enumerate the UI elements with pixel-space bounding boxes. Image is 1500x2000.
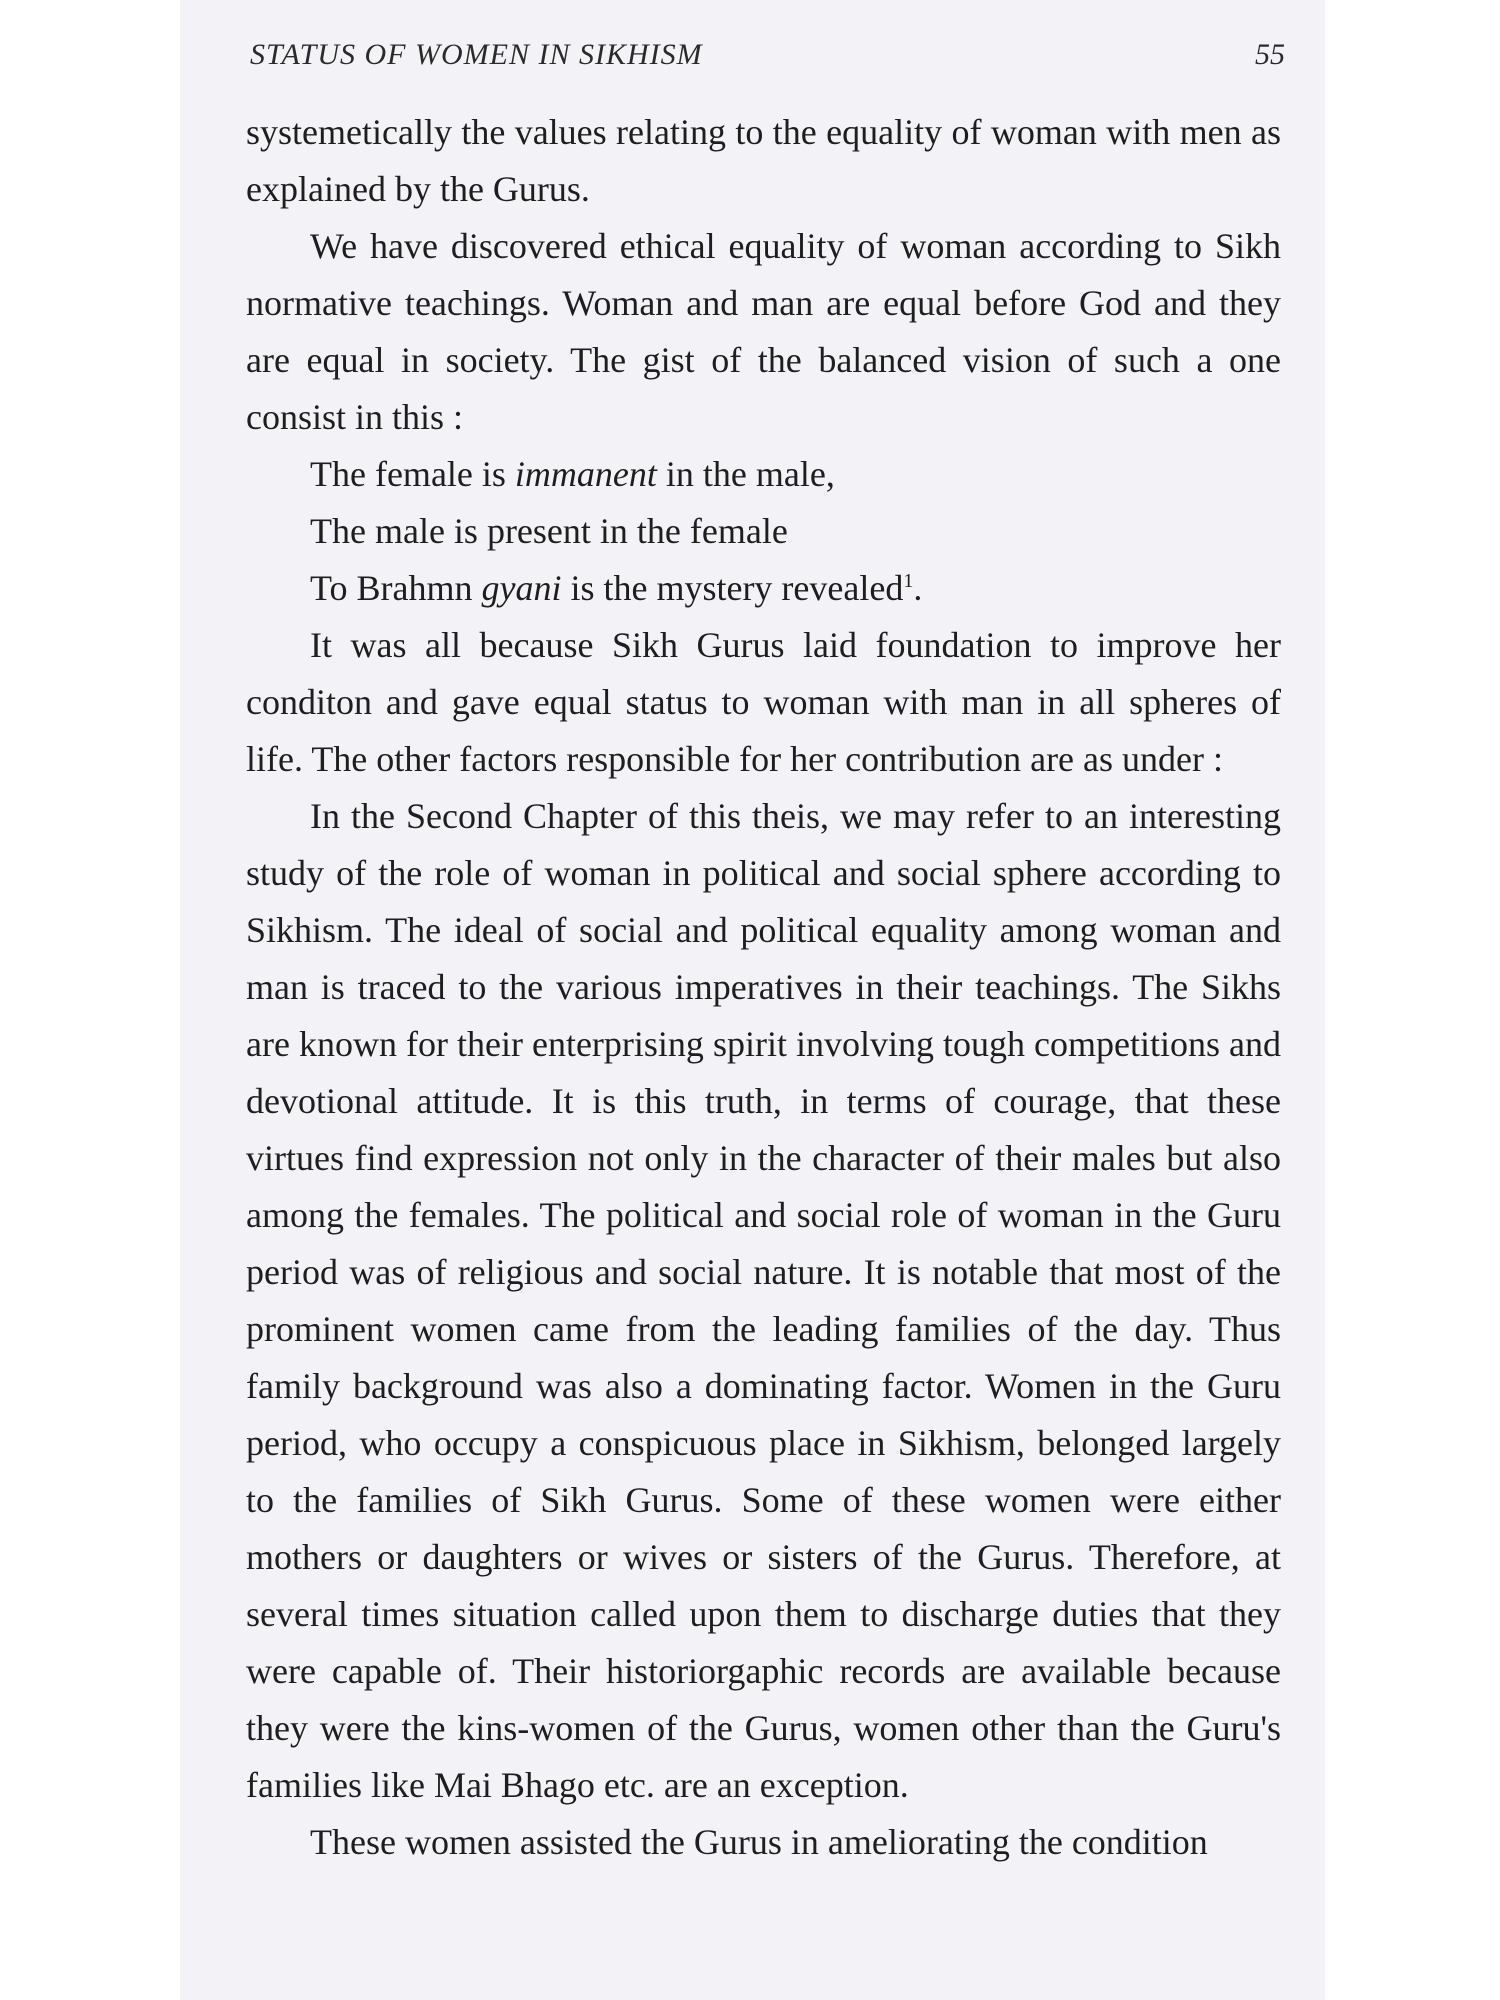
running-head: STATUS OF WOMEN IN SIKHISM — [250, 38, 703, 71]
footnote-marker: 1 — [903, 570, 914, 592]
verse-line-3: To Brahmn gyani is the mystery revealed$^1$. — [310, 568, 923, 608]
verse-line-1: The female is immanent in the male, — [310, 454, 835, 494]
paragraph-1: systemetically the values relating to the equality of woman with men as explained by the Gurus. — [246, 112, 1281, 209]
page-number: 55 — [1255, 38, 1285, 71]
verse-line-2: The male is present in the female — [310, 511, 788, 551]
page-header — [250, 38, 1285, 78]
paragraph-2: We have discovered ethical equality of woman according to Sikh normative teachings. Woman and man are equal before God and they are equal in society. The gist of the balanced vision of such a one consist in this : — [246, 226, 1281, 437]
emphasis-immanent: immanent — [514, 454, 657, 494]
emphasis-gyani: gyani — [481, 568, 562, 608]
paragraph-3: It was all because Sikh Gurus laid foundation to improve her conditon and gave equal status to woman with man in all spheres of life. The other factors responsible for her contribution are as under : — [246, 625, 1281, 779]
paragraph-4: In the Second Chapter of this theis, we may refer to an interesting study of the role of woman in political and social sphere according to Sikhism. The ideal of social and political equality among woman and man is traced to the various imperatives in their teachings. The Sikhs are known for their enterprising spirit involving tough competitions and devotional attitude. It is this truth, in terms of courage, that these virtues find expression not only in the character of their males but also among the females. The political and social role of woman in the Guru period was of religious and social nature. It is notable that most of the prominent women came from the leading families of the day. Thus family background was also a dominating factor. Women in the Guru period, who occupy a conspicuous place in Sikhism, belonged largely to the families of Sikh Gurus. Some of these women were either mothers or daughters or wives or sisters of the Gurus. Therefore, at several times situation called upon them to discharge duties that they were capable of. Their historiorgaphic records are available because they were the kins-women of the Gurus, women other than the Guru's families like Mai Bhago etc. are an exception. — [246, 796, 1281, 1805]
page-body — [246, 104, 1281, 1871]
paragraph-5: These women assisted the Gurus in ameliorating the condition — [310, 1822, 1208, 1862]
book-page — [180, 0, 1325, 2000]
